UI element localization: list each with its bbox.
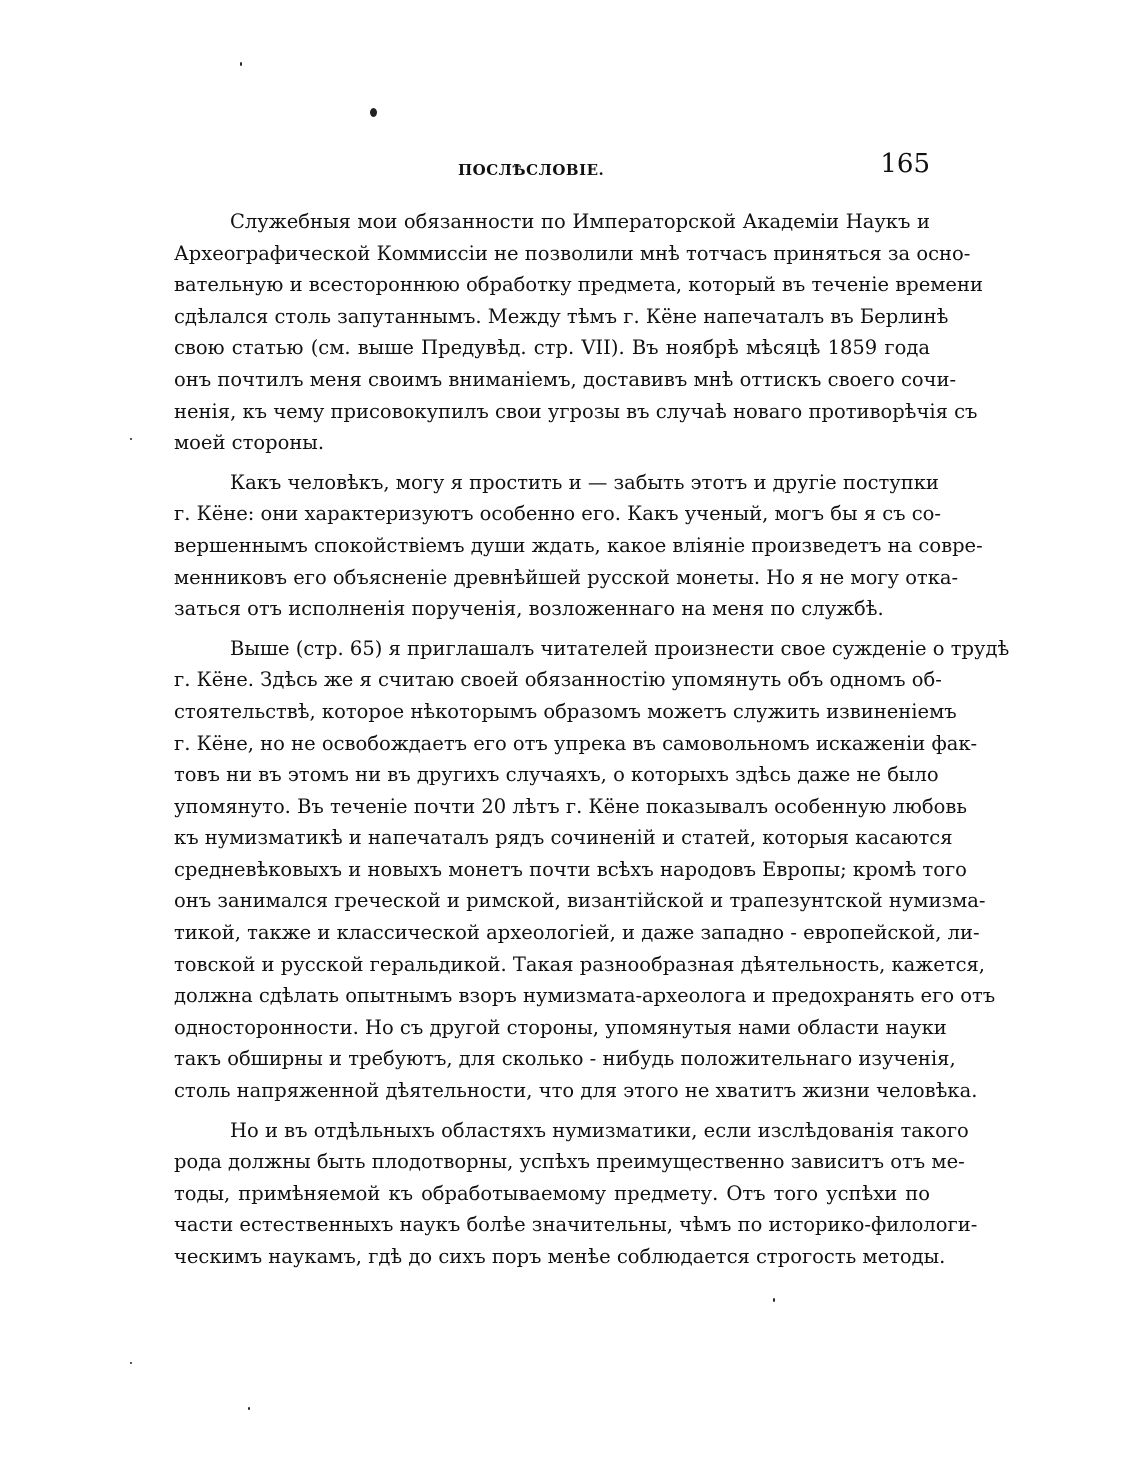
text-line: Археографической Коммиссіи не позволили мнѣ тотчасъ приняться за осно- [174, 241, 971, 265]
text-line: столь напряженной дѣятельности, что для этого не хватитъ жизни человѣка. [174, 1079, 978, 1103]
text-line: вательную и всестороннюю обработку предмета, который въ теченіе времени [174, 273, 983, 297]
page-header [174, 145, 930, 185]
text-line: Но и въ отдѣльныхъ областяхъ нумизматики, если изслѣдованія такого [230, 1118, 969, 1142]
text-line: онъ почтилъ меня своимъ вниманіемъ, доставивъ мнѣ оттискъ своего сочи- [174, 367, 957, 391]
scan-speck [130, 438, 132, 440]
text-line: односторонности. Но съ другой стороны, упомянутыя нами области науки [174, 1015, 947, 1039]
text-line: вершеннымъ спокойствіемъ души ждать, какое вліяніе произведетъ на совре- [174, 533, 983, 557]
body-text [174, 206, 1010, 1273]
text-line: Выше (стр. 65) я приглашалъ читателей произнести свое сужденіе о трудѣ [230, 636, 1010, 660]
page-number: 165 [880, 149, 930, 179]
text-line: рода должны быть плодотворны, успѣхъ преимущественно зависитъ отъ ме- [174, 1150, 965, 1174]
text-line: ненія, къ чему присовокупилъ свои угрозы въ случаѣ новаго противорѣчія съ [174, 399, 978, 423]
text-line: такъ обширны и требуютъ, для сколько - нибудь положительнаго изученія, [174, 1047, 956, 1071]
text-line: должна сдѣлать опытнымъ взоръ нумизмата-археолога и предохранять его отъ [174, 984, 996, 1008]
paragraph-4 [174, 1115, 978, 1273]
text-line: средневѣковыхъ и новыхъ монетъ почти всѣхъ народовъ Европы; кромѣ того [174, 857, 967, 881]
text-line: заться отъ исполненія порученія, возложеннаго на меня по службѣ. [174, 597, 884, 621]
scan-speck [248, 1407, 250, 1410]
text-line: менниковъ его объясненіе древнѣйшей русской монеты. Но я не могу отка- [174, 565, 959, 589]
text-line: упомянуто. Въ теченіе почти 20 лѣтъ г. Кёне показывалъ особенную любовь [174, 794, 967, 818]
paragraph-1 [174, 206, 983, 459]
text-line: г. Кёне: они характеризуютъ особенно его. Какъ ученый, могъ бы я съ со- [174, 502, 941, 526]
scan-speck [240, 62, 242, 66]
scan-speck [130, 1362, 132, 1364]
paragraph-2 [174, 467, 983, 625]
scan-speck [370, 108, 377, 117]
text-line: тикой, также и классической археологіей, и даже западно - европейской, ли- [174, 921, 980, 945]
paragraph-3 [174, 633, 1010, 1107]
text-line: Служебныя мои обязанности по Императорской Академіи Наукъ и [230, 210, 930, 233]
text-line: г. Кёне. Здѣсь же я считаю своей обязанностію упомянуть объ одномъ об- [174, 668, 942, 692]
text-line: Какъ человѣкъ, могу я простить и — забыть этотъ и другіе поступки [230, 470, 939, 494]
text-line: товской и русской геральдикой. Такая разнообразная дѣятельность, кажется, [174, 952, 985, 976]
text-line: стоятельствѣ, которое нѣкоторымъ образомъ можетъ служить извиненіемъ [174, 699, 957, 723]
text-line: моей стороны. [174, 431, 325, 455]
text-line: товъ ни въ этомъ ни въ другихъ случаяхъ, о которыхъ здѣсь даже не было [174, 763, 939, 787]
text-line: г. Кёне, но не освобождаетъ его отъ упрека въ самовольномъ искаженіи фак- [174, 731, 978, 755]
text-line: тоды, примѣняемой къ обработываемому предмету. Отъ того успѣхи по [174, 1181, 930, 1205]
text-line: къ нумизматикѣ и напечаталъ рядъ сочиненій и статей, которыя касаются [174, 826, 953, 850]
text-line: ческимъ наукамъ, гдѣ до сихъ поръ менѣе соблюдается строгость методы. [174, 1245, 946, 1268]
scan-speck [773, 1298, 775, 1302]
text-line: сдѣлался столь запутаннымъ. Между тѣмъ г. Кёне напечаталъ въ Берлинѣ [174, 304, 949, 328]
text-line: свою статью (см. выше Предувѣд. стр. VII). Въ ноябрѣ мѣсяцѣ 1859 года [174, 336, 930, 360]
running-title: ПОСЛѢСЛОВІЕ. [458, 161, 605, 179]
text-line: онъ занимался греческой и римской, византійской и трапезунтской нумизма- [174, 889, 986, 913]
text-line: части естественныхъ наукъ болѣе значительны, чѣмъ по историко-филологи- [174, 1213, 978, 1237]
